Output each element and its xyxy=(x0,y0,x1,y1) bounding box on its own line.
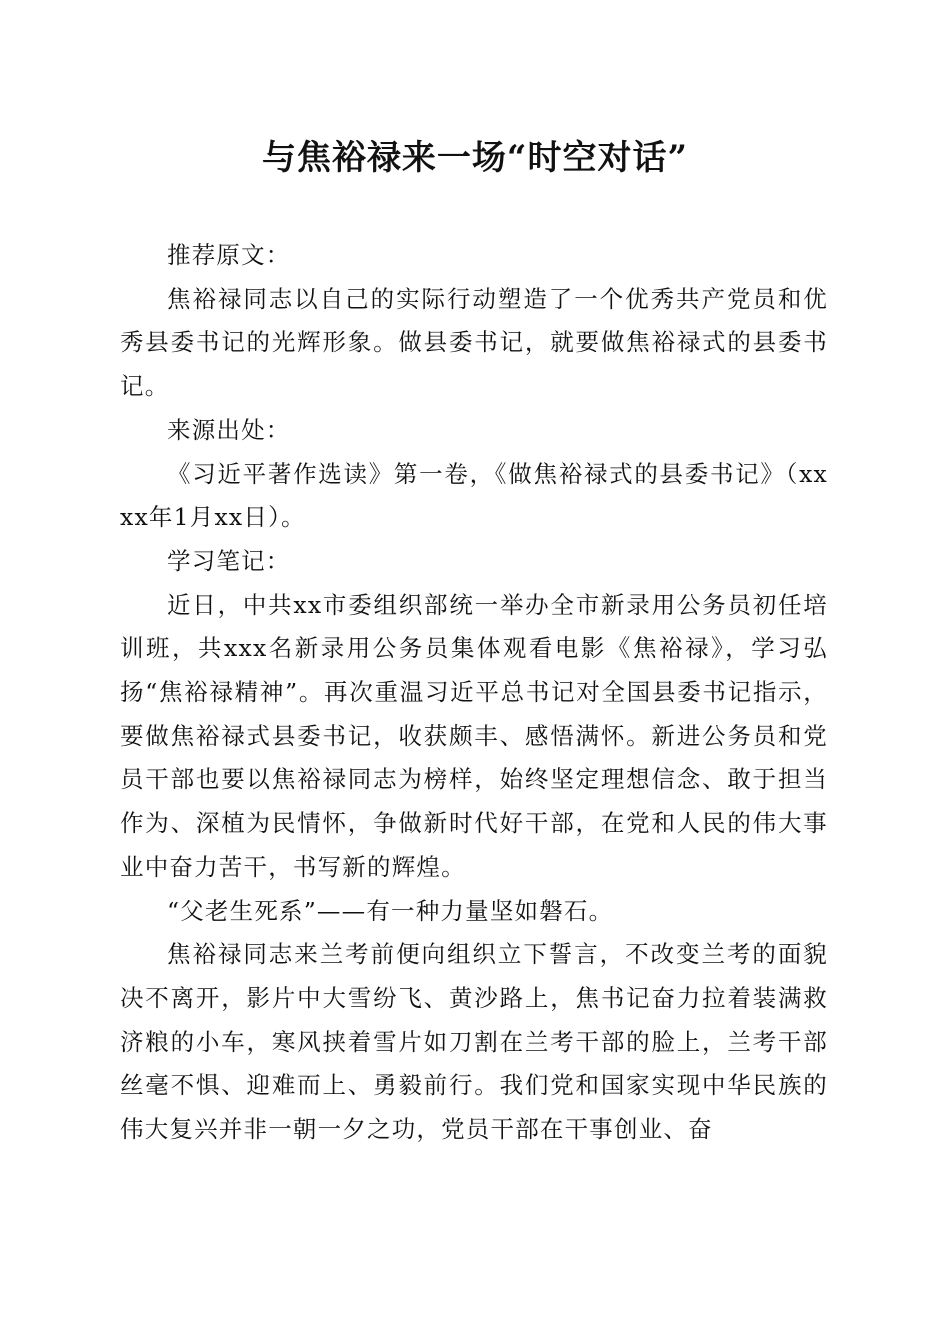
paragraph-source: 《习近平著作选读》第一卷，《做焦裕禄式的县委书记》（xxxx年1月xx日）。 xyxy=(120,459,828,532)
heading-study-notes: 学习笔记： xyxy=(167,546,291,575)
document-body xyxy=(120,234,828,1152)
document-title: 与焦裕禄来一场“时空对话” xyxy=(261,138,689,178)
heading-recommended-text: 推荐原文： xyxy=(167,241,291,269)
paragraph-recommended-text: 焦裕禄同志以自己的实际行动塑造了一个优秀共产党员和优秀县委书记的光辉形象。做县委书记，就要做焦裕禄式的县委书记。 xyxy=(120,284,828,401)
paragraph-study-notes: 近日，中共xx市委组织部统一举办全市新录用公务员初任培训班，共xxx名新录用公务员集体观看电影《焦裕禄》，学习弘扬“焦裕禄精神”。再次重温习近平总书记对全国县委书记指示，要做焦裕禄式县委书记，收获颇丰、感悟满怀。新进公务员和党员干部也要以焦裕禄同志为榜样，始终坚定理想信念、敢于担当作为、深植为民情怀，争做新时代好干部，在党和人民的伟大事业中奋力苦干，书写新的辉煌。 xyxy=(120,590,828,881)
section-subheading: “父老生死系”——有一种力量坚如磐石。 xyxy=(167,896,614,925)
heading-source: 来源出处： xyxy=(167,415,291,444)
paragraph-section-body: 焦裕禄同志来兰考前便向组织立下誓言，不改变兰考的面貌决不离开，影片中大雪纷飞、黄沙路上，焦书记奋力拉着装满救济粮的小车，寒风挟着雪片如刀割在兰考干部的脸上，兰考干部丝毫不惧、迎难而上、勇毅前行。我们党和国家实现中华民族的伟大复兴并非一朝一夕之功，党员干部在干事创业、奋 xyxy=(120,940,828,1144)
